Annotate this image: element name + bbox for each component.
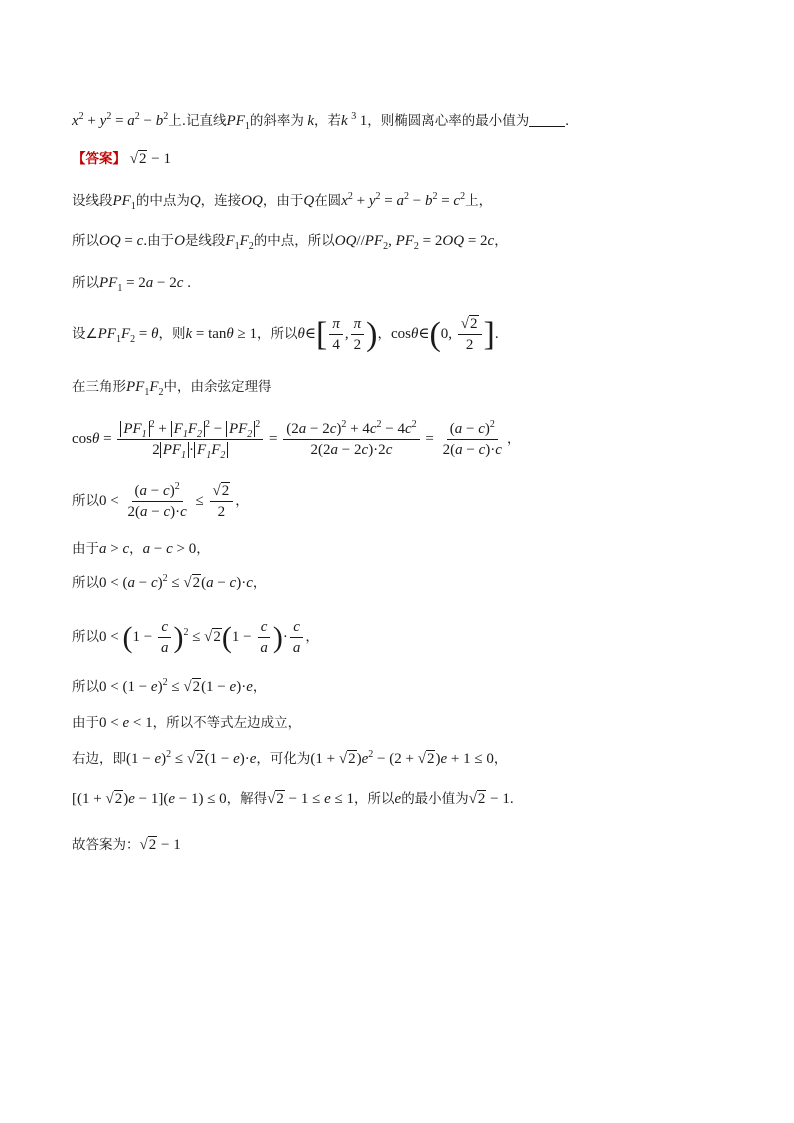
solution-line-1: 设线段$PF_1$的中点为Q，连接OQ，由于Q在圆$x^2 + y^2 = a^2 - b^2 = c^2$上， (72, 191, 493, 212)
cosine-law-equation: cosθ = $\frac{PF_1^2 + F_1F_2^2 - PF_2^2}{2 PF_1 \cdot F_1F_2}$ = $\frac{(2a - 2c)^2 + 4c^2 - 4c^2}{2(2a - 2c)\cdot 2c}$ = $\frac{(a - c)^2}{2(a - c)\cdot c}$ ， (72, 419, 521, 462)
answer-label: 【答案】 (72, 151, 126, 167)
solution-line-3: 所以$PF_1 = 2a - 2c$ . (72, 275, 191, 294)
solution-line-6: 所以0 < $\frac{(a - c)^2}{2(a - c)\cdot c}$ ≤ $\frac{√2}{2}$ ， (72, 481, 249, 521)
final-answer-label: 故答案为： (72, 837, 140, 853)
answer-blank (529, 112, 565, 127)
solution-line-9: 所以0 < (1 − $\frac{c}{a}$ )$^2$ ≤ √2(1 − $\frac{c}{a}$ )· $\frac{c}{a}$ ， (72, 619, 319, 657)
solution-line-12: 右边，即$(1 - e)^2 \le √2(1 - e)\cdot e$，可化为$(1 + √2)e^2 - (2 + √2)e + 1 \le 0$， (72, 749, 508, 767)
answer-line: 【答案】 √2 − 1 (72, 151, 171, 167)
solution-line-7: 由于a > c，a − c > 0， (72, 541, 210, 557)
solution-line-5: 在三角形$PF_1F_2$中，由余弦定理得 (72, 379, 272, 398)
solution-line-10: 所以$0 < (1 - e)^2 \le √2(1 - e)\cdot e$， (72, 677, 267, 695)
final-answer-line: 故答案为：√2 − 1 (72, 837, 181, 853)
solution-line-4: 设$\angle PF_1F_2 = \theta$，则k = tanθ ≥ 1，所以θ∈[ $\frac{\pi}{4}$ , $\frac{\pi}{2}$ )，cosθ∈(0, $\frac{√2}{2}$ ]. (72, 315, 499, 354)
problem-statement: $x^2 + y^2 = a^2 - b^2$上.记直线$PF_1$的斜率为 k，若k $^3$ 1，则椭圆离心率的最小值为 . (72, 111, 569, 132)
solution-line-11: 由于0 < e < 1，所以不等式左边成立， (72, 715, 302, 731)
solution-line-8: 所以$0 < (a - c)^2 \le √2(a - c)\cdot c$， (72, 573, 267, 591)
solution-line-13: [(1 + √2)e − 1](e − 1) ≤ 0，解得√2 − 1 ≤ e ≤ 1，所以e的最小值为√2 − 1. (72, 791, 514, 807)
solution-line-2: 所以OQ = c.由于O是线段$F_1F_2$的中点，所以$OQ//PF_2$, $PF_2 = 2OQ = 2c$， (72, 233, 508, 252)
